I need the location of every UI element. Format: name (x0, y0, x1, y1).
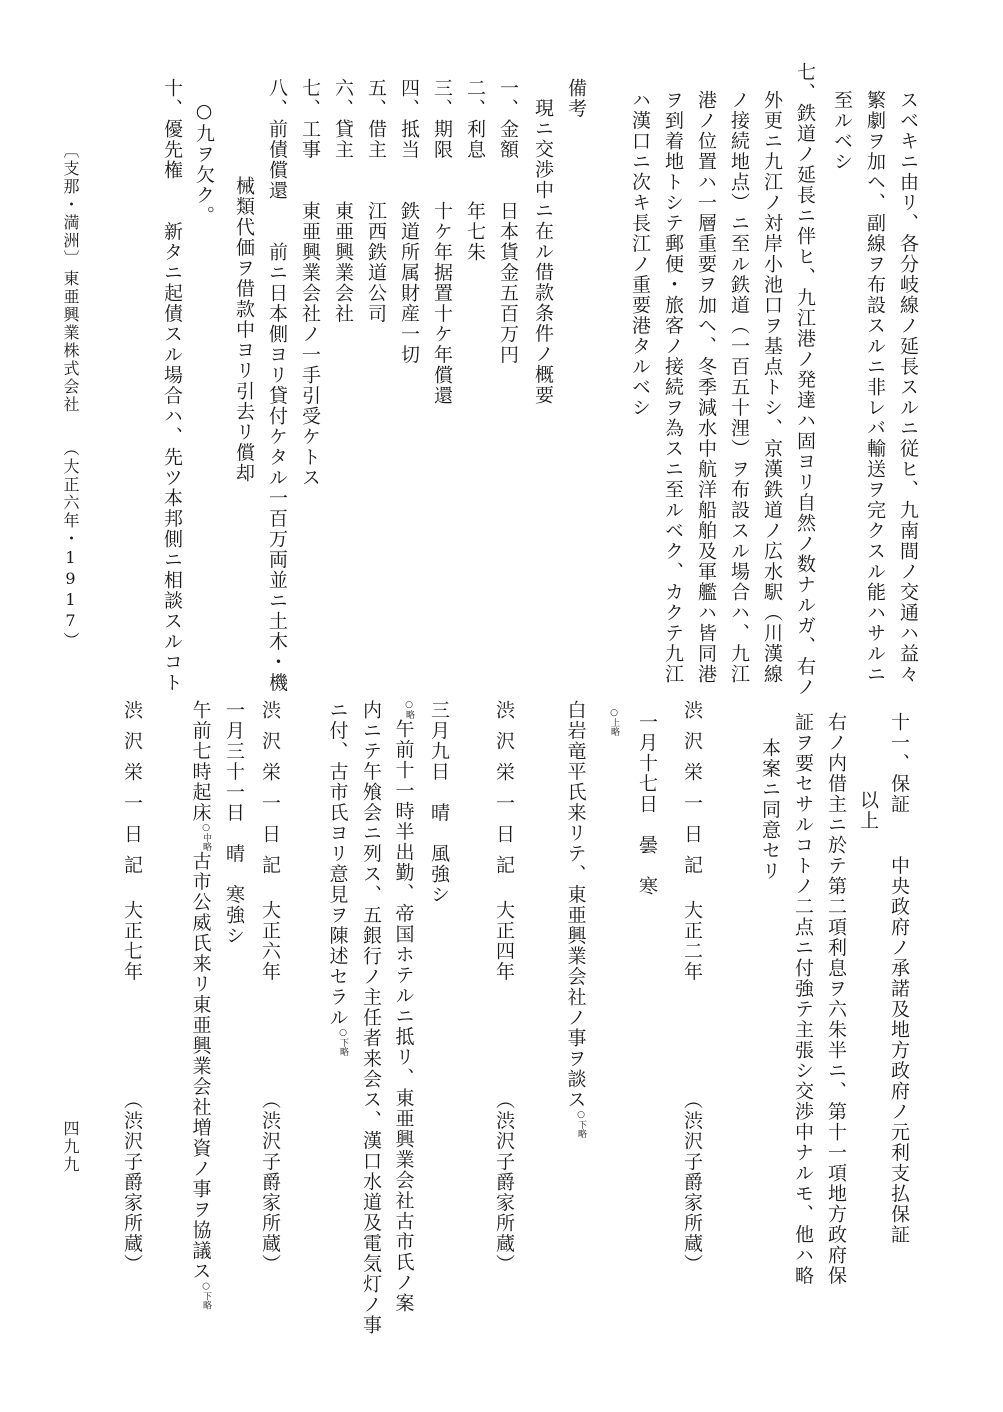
condition-item: 三、期限 十ケ年据置十ケ年償還 (431, 78, 453, 406)
diary-source: （渋沢子爵家所蔵） (121, 1090, 143, 1275)
diary-entry (191, 700, 211, 1310)
header-section: 〔支那・満洲〕 (61, 142, 80, 268)
diary-year: 大正七年 (121, 900, 143, 982)
diary-year: 大正四年 (493, 900, 515, 982)
diary-entry (394, 700, 414, 1314)
omission-note: ○下略 (576, 1110, 586, 1138)
diary-entry (328, 700, 348, 1056)
diary-title: 渋沢栄一日記 (681, 700, 703, 886)
diary-date: 一月十七日 曇 寒 (636, 712, 658, 897)
condition-item: 二、利息 年七朱 (464, 78, 486, 263)
text-column: 外更ニ九江ノ対岸小池口ヲ基点トシ、京漢鉄道ノ広水駅（川漢線 (761, 90, 783, 685)
text-column: 繁劇ヲ加ヘ、副線ヲ布設スルニ非レバ輸送ヲ完クスル能ハサルニ (864, 90, 886, 685)
diary-entry-text: 古市公威氏来リ東亜興業会社増資ノ事ヲ協議ス (189, 851, 212, 1282)
closing-mark: 以上 (857, 790, 879, 831)
diary-entry-text: ニ付、古市氏ヨリ意見ヲ陳述セラル (326, 700, 349, 1028)
section-heading: 備考 (565, 78, 587, 119)
text-column: 七、鉄道ノ延長ニ伴ヒ、九江港ノ発達ハ固ヨリ自然ノ数ナルガ、右ノ (794, 62, 816, 698)
text-column: 証ヲ要セサルコトノ二点ニ付強テ主張シ交渉中ナルモ、他ハ略 (792, 712, 814, 1286)
page-number: 四九九 (61, 1120, 80, 1174)
diary-date: 一月三十一日 晴 寒強シ (223, 700, 245, 946)
condition-item: 十、優先権 新タニ起債スル場合ハ、先ツ本邦側ニ相談スルコト (161, 78, 183, 693)
diary-entry-text: 午前十一時半出勤、帝国ホテルニ抵リ、東亜興業会社古市氏ノ案 (392, 719, 415, 1314)
diary-date: 三月九日 晴 風強シ (428, 700, 450, 905)
text-column: 港ノ位置ハ一層重要ヲ加ヘ、冬季減水中航洋船舶及軍艦ハ皆同港 (695, 90, 717, 685)
diary-entry (566, 700, 586, 1138)
text-column: スベキニ由リ、各分岐線ノ延長スルニ従ヒ、九南間ノ交通ハ益々 (897, 90, 919, 685)
text-column: 本案ニ同意セリ (759, 738, 781, 882)
diary-source: （渋沢子爵家所蔵） (259, 1090, 281, 1275)
diary-source: （渋沢子爵家所蔵） (681, 1090, 703, 1275)
omission-note: ○略 (404, 700, 414, 719)
diary-entry-text: 白岩竜平氏来リテ、東亜興業会社ノ事ヲ談ス (564, 700, 587, 1110)
omission-note: ○下略 (338, 1028, 348, 1056)
header-company: 東亜興業株式会社 (61, 270, 80, 414)
diary-entry-text: 午前七時起床 (189, 700, 212, 823)
condition-item: 十一、保証 中央政府ノ承諾及地方政府ノ元利支払保証 (888, 712, 910, 1245)
header-era: （大正六年・1917） (61, 440, 80, 650)
condition-item: 一、金額 日本貨金五百万円 (497, 78, 519, 365)
omission-note: ○下略 (201, 1281, 211, 1310)
text-column: ヲ到着地トシテ郵便・旅客ノ接続ヲ為スニ至ルベク、カクテ九江 (662, 90, 684, 685)
diary-title: 渋沢栄一日記 (493, 700, 515, 886)
text-column: 至ルベシ (831, 90, 853, 172)
omission-note: ○上略 (609, 708, 619, 736)
editor-note: ○九ヲ欠ク。 (193, 100, 215, 226)
text-column: 現ニ交渉中ニ在ル借款条件ノ概要 (532, 98, 554, 406)
condition-item: 四、抵当 鉄道所属財産一切 (398, 78, 420, 365)
diary-source: （渋沢子爵家所蔵） (493, 1090, 515, 1275)
condition-item: 七、工事 東亜興業会社ノ一手引受ケトス (299, 78, 321, 488)
condition-item: 五、借主 江西鉄道公司 (365, 78, 387, 324)
diary-year: 大正二年 (681, 900, 703, 982)
diary-title: 渋沢栄一日記 (121, 700, 143, 886)
diary-year: 大正六年 (259, 900, 281, 982)
condition-item: 六、貸主 東亜興業会社 (332, 78, 354, 324)
text-column: ハ漢口ニ次キ長江ノ重要港タルベシ (629, 90, 651, 418)
condition-item: 八、前債償還 前ニ日本側ヨリ貸付ケタル一百万両並ニ土木・機 (266, 78, 288, 693)
diary-title: 渋沢栄一日記 (259, 700, 281, 886)
text-column: ノ接続地点）ニ至ル鉄道（一百五十浬）ヲ布設スル場合ハ、九江 (728, 90, 750, 685)
diary-entry: 内ニテ午飧会ニ列ス、五銀行ノ主任者来会ス、漢口水道及電気灯ノ事 (360, 700, 382, 1336)
text-column: 右ノ内借主ニ於テ第二項利息ヲ六朱半ニ、第十一項地方政府保 (825, 712, 847, 1286)
text-column: 械類代価ヲ借款中ヨリ引去リ償却 (233, 176, 255, 484)
omission-note: ○中略 (201, 823, 211, 851)
